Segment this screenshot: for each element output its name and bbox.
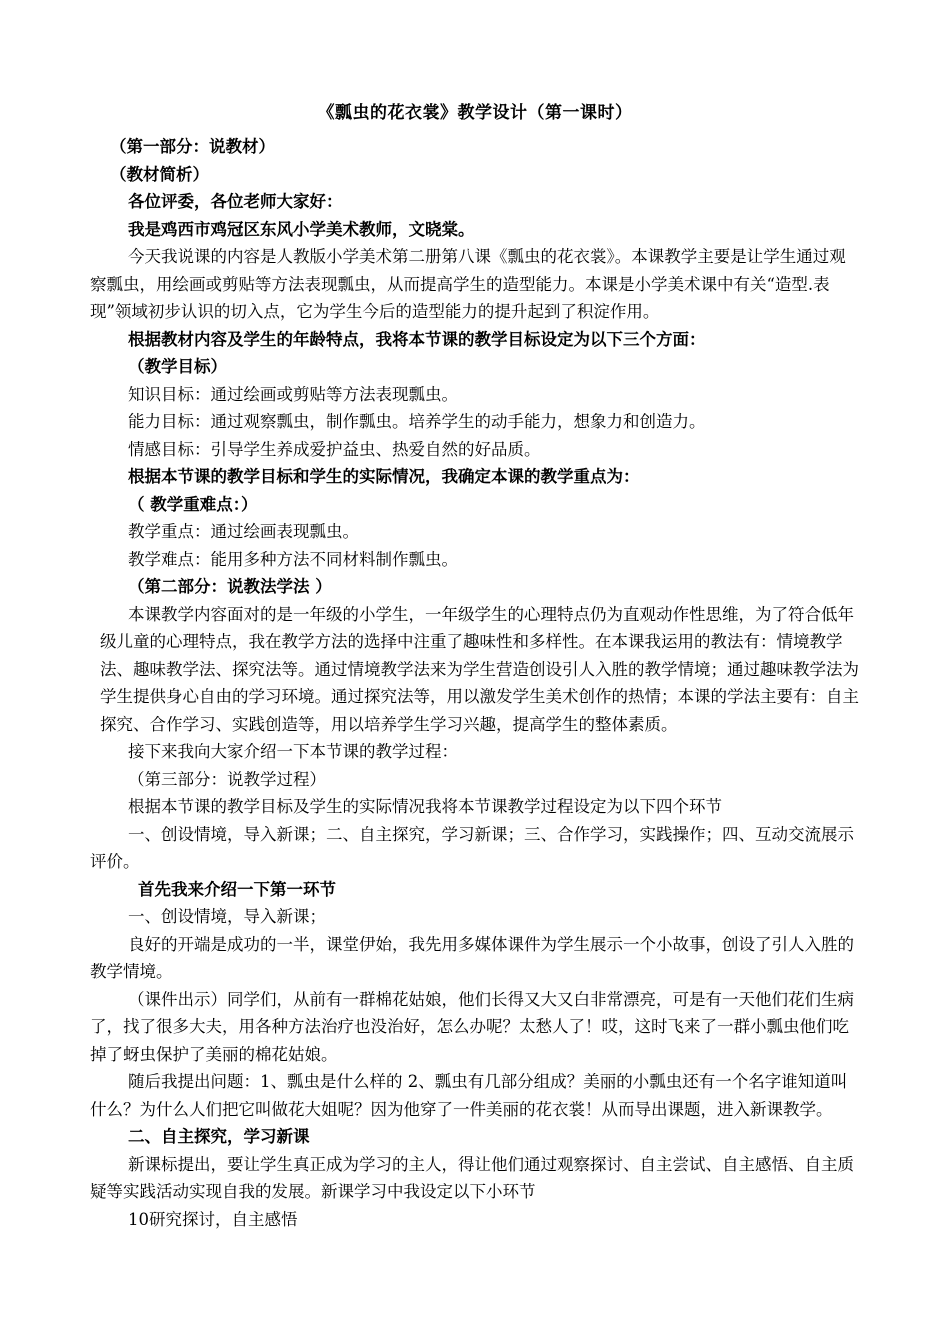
- greeting: 各位评委，各位老师大家好：: [128, 192, 343, 211]
- stage-one-heading: 一、创设情境，导入新课；: [128, 907, 326, 926]
- document-body: [90, 133, 862, 1233]
- paragraph-key-points-intro: 根据本节课的教学目标和学生的实际情况，我确定本课的教学重点为：: [128, 467, 640, 486]
- speaker-intro: 我是鸡西市鸡冠区东风小学美术教师，文晓棠。: [128, 219, 475, 239]
- paragraph-four-stages-intro: 根据本节课的教学目标及学生的实际情况我将本节课教学过程设定为以下四个环节: [128, 797, 722, 816]
- document-title: 《瓢虫的花衣裳》教学设计（第一课时）: [317, 103, 633, 123]
- knowledge-goal: 知识目标：通过绘画或剪贴等方法表现瓢虫。: [128, 384, 458, 404]
- paragraph-process-intro: 接下来我向大家介绍一下本节课的教学过程：: [128, 742, 458, 761]
- sub-stage-heading: 10研究探讨，自主感悟: [128, 1209, 298, 1229]
- paragraph-questions: 随后我提出问题：1、瓢虫是什么样的 2、瓢虫有几部分组成？美丽的小瓢虫还有一个名字谁知道叫什么？为什么人们把它叫做花大姐呢？因为他穿了一件美丽的花衣裳！从而导出课题，进入新课教学。: [90, 1072, 848, 1119]
- paragraph-goal-intro: 根据教材内容及学生的年龄特点，我将本节课的教学目标设定为以下三个方面：: [128, 329, 706, 349]
- paragraph-teaching-methods: 本课教学内容面对的是一年级的小学生，一年级学生的心理特点仍为直观动作性思维，为了符合低年级儿童的心理特点，我在教学方法的选择中注重了趣味性和多样性。在本课我运用的教法有：情境教学法、趣味教学法、探究法等。通过情境教学法来为学生营造创设引人入胜的教学情境；通过趣味教学法为学生提供身心自由的学习环境。通过探究法等，用以激发学生美术创作的热情；本课的学法主要有：自主探究、合作学习、实践创造等，用以培养学生学习兴趣，提高学生的整体素质。: [100, 604, 859, 734]
- section-heading-part2: （第二部分：说教法学法 ）: [128, 577, 332, 596]
- emotion-goal: 情感目标：引导学生养成爱护益虫、热爱自然的好品质。: [128, 439, 541, 459]
- paragraph-story: （课件出示）同学们，从前有一群棉花姑娘，他们长得又大又白非常漂亮，可是有一天他们花们生病了，找了很多大夫，用各种方法治疗也没治好，怎么办呢？太愁人了！哎，这时飞来了一群小瓢虫他们吃掉了蚜虫保护了美丽的棉花姑娘。: [90, 989, 854, 1064]
- paragraph-lesson-content: 今天我说课的内容是人教版小学美术第二册第八课《瓢虫的花衣裳》。本课教学主要是让学生通过观察瓢虫，用绘画或剪贴等方法表现瓢虫，从而提高学生的造型能力。本课是小学美术课中有关“造型.表现”领域初步认识的切入点，它为学生今后的造型能力的提升起到了积淀作用。: [90, 247, 846, 321]
- paragraph-new-curriculum: 新课标提出，要让学生真正成为学习的主人，得让他们通过观察探讨、自主尝试、自主感悟、自主质疑等实践活动实现自我的发展。新课学习中我设定以下小环节: [90, 1154, 854, 1201]
- paragraph-good-start: 良好的开端是成功的一半，课堂伊始，我先用多媒体课件为学生展示一个小故事，创设了引人入胜的教学情境。: [90, 934, 854, 981]
- section-heading-part1: （第一部分：说教材）: [110, 137, 275, 156]
- key-point: 教学重点：通过绘画表现瓢虫。: [128, 522, 359, 541]
- paragraph-first-stage-intro: 首先我来介绍一下第一环节: [138, 879, 336, 899]
- subheading-textbook-analysis: （教材简析）: [110, 164, 209, 184]
- stage-two-heading: 二、自主探究，学习新课: [128, 1127, 310, 1146]
- ability-goal: 能力目标：通过观察瓢虫，制作瓢虫。培养学生的动手能力，想象力和创造力。: [128, 412, 706, 431]
- subheading-key-difficult-points: （ 教学重难点：）: [128, 494, 258, 514]
- subheading-teaching-goals: （教学目标）: [128, 357, 227, 376]
- difficult-point: 教学难点：能用多种方法不同材料制作瓢虫。: [128, 549, 458, 569]
- section-heading-part3: （第三部分：说教学过程）: [128, 769, 326, 789]
- paragraph-four-stages: 一、创设情境，导入新课；二、自主探究，学习新课；三、合作学习，实践操作；四、互动交流展示评价。: [90, 824, 854, 871]
